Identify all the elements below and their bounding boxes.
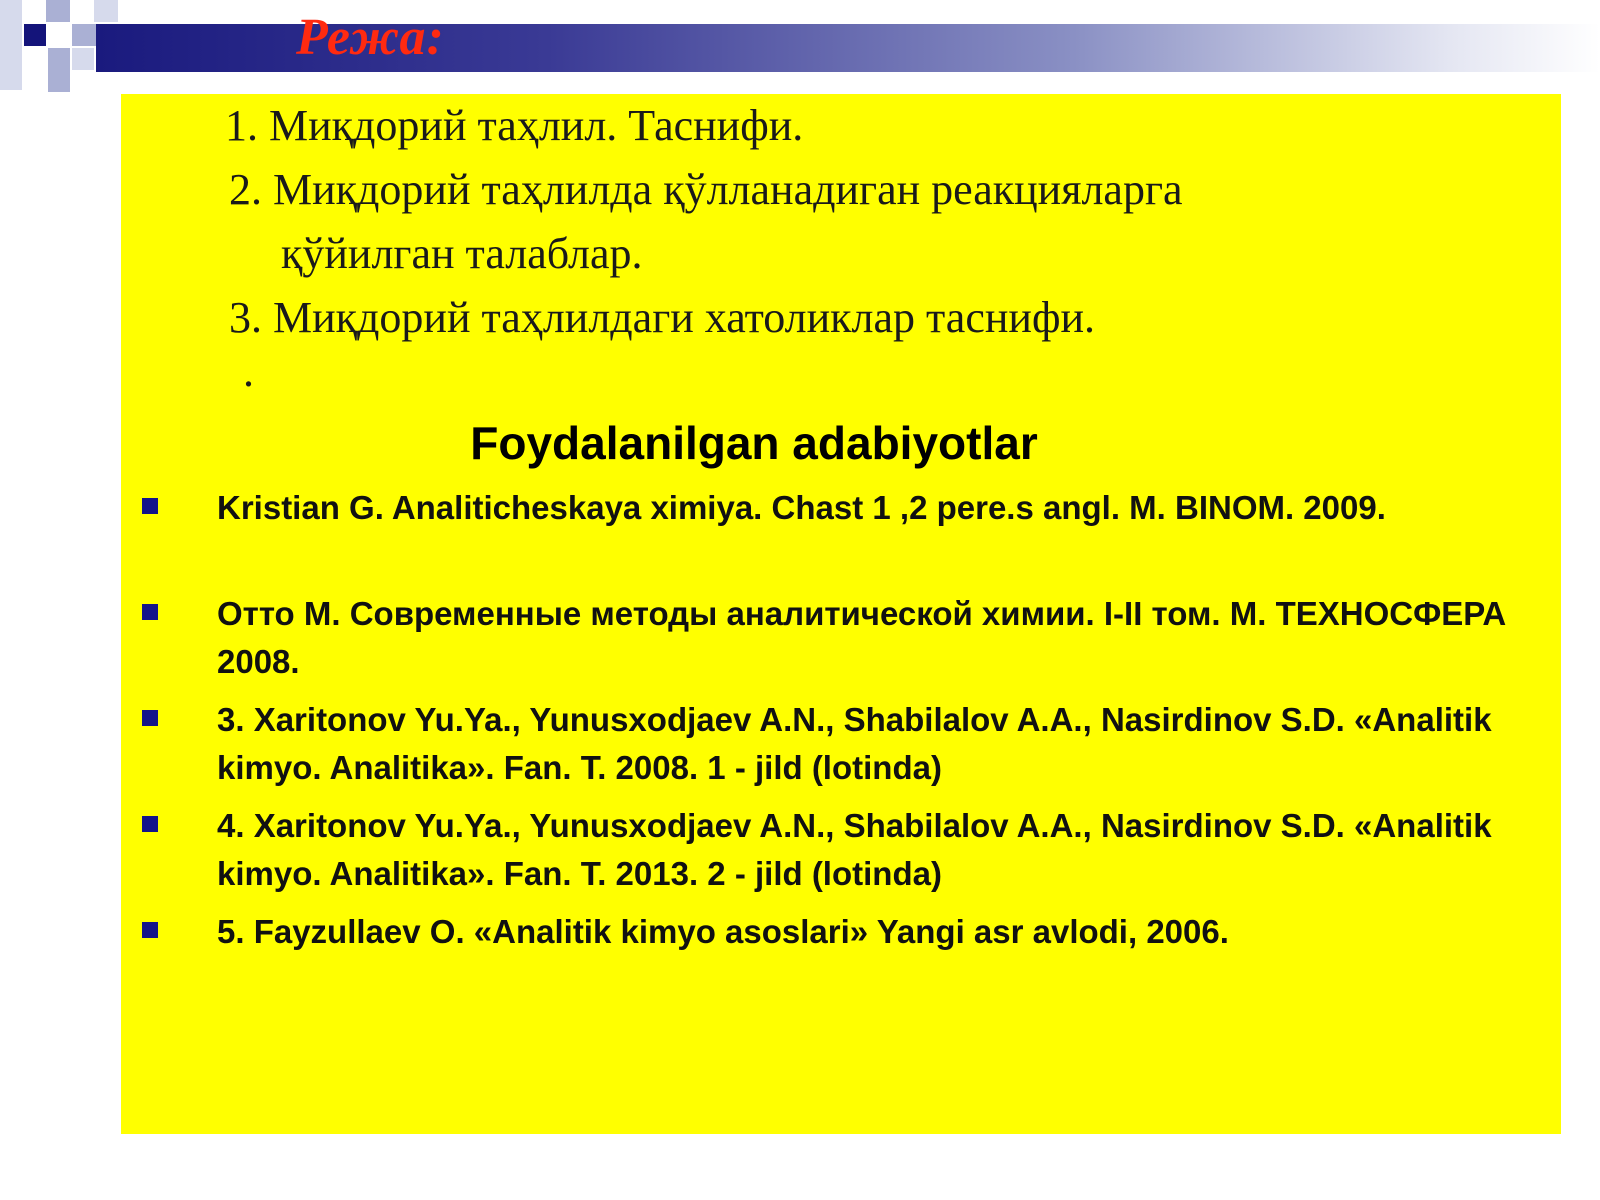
decor-square — [94, 0, 118, 22]
reference-text: 5. Fayzullaev O. «Analitik kimyo asoslari» Yangi asr avlodi, 2006. — [217, 913, 1229, 950]
reference-text: Kristian G. Analiticheskaya ximiya. Chast 1 ,2 pere.s angl. M. BINOM. 2009. — [217, 489, 1386, 526]
decor-square — [0, 0, 22, 90]
decor-square — [46, 0, 70, 22]
decor-square — [72, 48, 94, 70]
reference-text: Отто М. Современные методы аналитической химии. I-II том. М. ТЕХНОСФЕРА 2008. — [217, 595, 1507, 680]
slide-title: Режа: — [296, 9, 445, 66]
reference-text: 3. Xaritonov Yu.Ya., Yunusxodjaev A.N., Shabilalov A.A., Nasirdinov S.D. «Analitik kimyo. Analitika». Fan. T. 2008. 1 - jild (lotinda) — [217, 701, 1492, 786]
reference-text: 4. Xaritonov Yu.Ya., Yunusxodjaev A.N., Shabilalov A.A., Nasirdinov S.D. «Analitik kimyo. Analitika». Fan. T. 2013. 2 - jild (lotinda) — [217, 807, 1492, 892]
square-bullet-icon — [142, 604, 158, 620]
reference-item — [217, 802, 1537, 898]
references-heading: Foydalanilgan adabiyotlar — [470, 417, 1038, 469]
plan-item-2: 2. Миқдорий таҳлилда қўлланадиган реакцияларга — [229, 165, 1183, 214]
plan-item-3: 3. Миқдорий таҳлилдаги хатоликлар таснифи. — [229, 293, 1096, 342]
reference-item — [217, 484, 1537, 532]
plan-item-1: 1. Миқдорий таҳлил. Таснифи. — [225, 101, 804, 150]
decor-square — [24, 24, 46, 46]
square-bullet-icon — [142, 816, 158, 832]
square-bullet-icon — [142, 498, 158, 514]
reference-item — [217, 590, 1537, 686]
decor-square — [48, 70, 70, 92]
square-bullet-icon — [142, 922, 158, 938]
square-bullet-icon — [142, 710, 158, 726]
plan-trailing-dot: . — [243, 347, 254, 396]
decor-square — [72, 24, 96, 46]
decor-square — [48, 48, 70, 70]
content-panel — [121, 94, 1561, 1134]
reference-item — [217, 908, 1537, 956]
reference-item — [217, 696, 1537, 792]
plan-item-2-continued: қўйилган талаблар. — [281, 229, 643, 278]
